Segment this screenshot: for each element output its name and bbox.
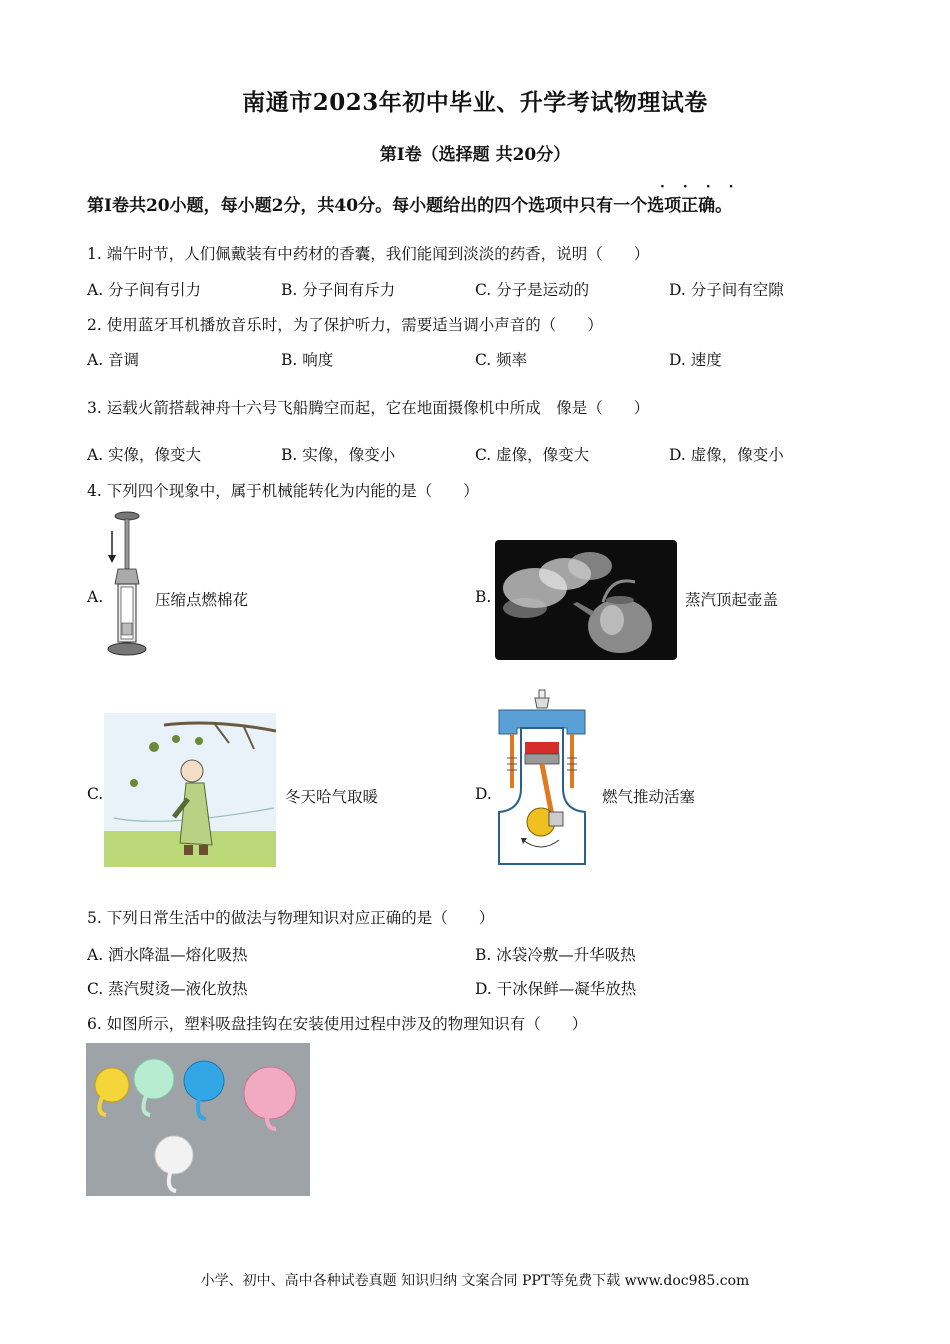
question-5-stem: 5. 下列日常生活中的做法与物理知识对应正确的是（ ） <box>87 909 495 927</box>
question-1-option-c: C. 分子是运动的 <box>475 281 590 299</box>
question-4-option-d: D. <box>475 785 492 803</box>
engine-cylinder-diagram <box>497 688 587 866</box>
page-footer: 小学、初中、高中各种试卷真题 知识归纳 文案合同 PPT等免费下载 www.doc985.com <box>200 1273 750 1289</box>
question-4-caption-c: 冬天哈气取暖 <box>285 788 379 806</box>
kettle-steam-photo <box>495 540 677 660</box>
section-subtitle: 第Ⅰ卷（选择题 共20分） <box>379 145 571 165</box>
question-5-option-d: D. 干冰保鲜—凝华放热 <box>475 980 637 998</box>
question-4-stem: 4. 下列四个现象中，属于机械能转化为内能的是（ ） <box>87 482 479 500</box>
question-4-option-c: C. <box>87 785 104 803</box>
emphasis-dots: ···· <box>660 179 752 195</box>
question-2-option-b: B. 响度 <box>281 351 334 369</box>
question-4-caption-a: 压缩点燃棉花 <box>155 591 249 609</box>
question-4-caption-b: 蒸汽顶起壶盖 <box>685 591 779 609</box>
question-2-option-d: D. 速度 <box>669 351 722 369</box>
page-title: 南通市2023年初中毕业、升学考试物理试卷 <box>242 89 708 116</box>
question-4-option-b: B. <box>475 588 492 606</box>
question-3-option-c: C. 虚像，像变大 <box>475 446 590 464</box>
suction-hooks-photo <box>86 1043 310 1196</box>
question-1-option-a: A. 分子间有引力 <box>87 281 202 299</box>
question-4-caption-d: 燃气推动活塞 <box>602 788 696 806</box>
question-3-option-d: D. 虚像，像变小 <box>669 446 784 464</box>
question-2-stem: 2. 使用蓝牙耳机播放音乐时，为了保护听力，需要适当调小声音的（ ） <box>87 316 603 334</box>
question-1-stem: 1. 端午时节，人们佩戴装有中药材的香囊，我们能闻到淡淡的药香，说明（ ） <box>87 245 650 263</box>
windy-man-illustration <box>104 713 276 867</box>
question-3-option-a: A. 实像，像变大 <box>87 446 202 464</box>
question-1-option-d: D. 分子间有空隙 <box>669 281 784 299</box>
section-instruction: 第Ⅰ卷共20小题，每小题2分，共40分。每小题给出的四个选项中只有一个选项正确。 <box>87 196 733 216</box>
question-4-option-a: A. <box>87 588 104 606</box>
question-2-option-c: C. 频率 <box>475 351 528 369</box>
question-6-stem: 6. 如图所示，塑料吸盘挂钩在安装使用过程中涉及的物理知识有（ ） <box>87 1015 588 1033</box>
question-3-stem: 3. 运载火箭搭载神舟十六号飞船腾空而起，它在地面摄像机中所成 像是（ ） <box>87 399 650 417</box>
question-3-option-b: B. 实像，像变小 <box>281 446 396 464</box>
question-5-option-a: A. 洒水降温—熔化吸热 <box>87 946 248 964</box>
question-5-option-c: C. 蒸汽熨烫—液化放热 <box>87 980 248 998</box>
air-piston-illustration <box>104 509 150 659</box>
question-2-option-a: A. 音调 <box>87 351 140 369</box>
question-1-option-b: B. 分子间有斥力 <box>281 281 396 299</box>
question-5-option-b: B. 冰袋冷敷—升华吸热 <box>475 946 636 964</box>
